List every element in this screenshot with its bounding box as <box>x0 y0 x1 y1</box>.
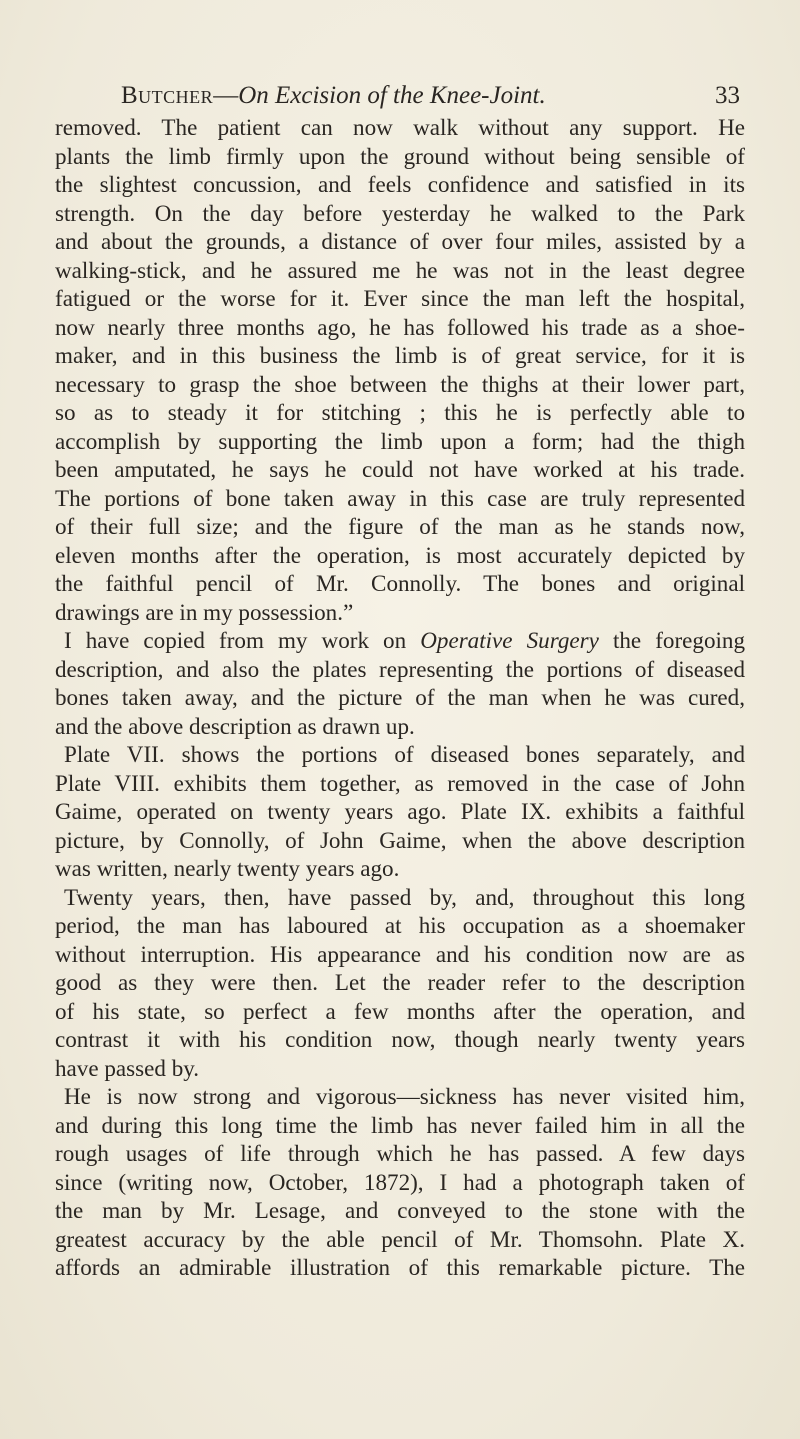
running-head <box>55 76 740 116</box>
text-line: was written, nearly twenty years ago. <box>55 855 400 881</box>
text-line: and about the grounds, a distance of over four miles, assisted by a <box>55 228 745 254</box>
text-line: walking-stick, and he assured me he was not in the least degree <box>55 256 745 283</box>
text-line: Plate VIII. exhibits them together, as removed in the case of John <box>55 769 745 796</box>
paragraph <box>55 740 745 883</box>
text-line: contrast it with his condition now, though nearly twenty years <box>55 1026 745 1052</box>
text-line: the man by Mr. Lesage, and conveyed to the stone with the <box>55 1197 745 1223</box>
text-line: plants the limb firmly upon the ground without being sensible of <box>55 142 745 169</box>
text-line: strength. On the day before yesterday he walked to the Park <box>55 199 745 226</box>
text-line: drawings are in my possession.” <box>55 598 354 625</box>
text-line: the slightest concussion, and feels confidence and satisfied in its <box>55 171 745 197</box>
text-line: fatigued or the worse for it. Ever since the man left the hospital, <box>55 285 745 311</box>
paragraph <box>55 1082 745 1282</box>
paragraph <box>55 113 745 626</box>
book-title: Operative Surgery <box>420 627 599 653</box>
text-line: description, and also the plates representing the portions of diseased <box>55 655 745 682</box>
text-line: picture, by Connolly, of John Gaime, when the above description <box>55 826 745 853</box>
body-text <box>55 113 745 1282</box>
running-head-separator: — <box>213 82 239 109</box>
text-line: and the above description as drawn up. <box>55 712 415 739</box>
text-line: so as to steady it for stitching ; this he is perfectly able to <box>55 399 745 425</box>
text-line: The portions of bone taken away in this case are truly represented <box>55 484 745 511</box>
text-line: period, the man has laboured at his occupation as a shoemaker <box>55 912 745 938</box>
text-line: removed. The patient can now walk without any support. He <box>55 114 745 140</box>
paragraph <box>55 626 745 740</box>
text-line: eleven months after the operation, is most accurately depicted by <box>55 541 745 568</box>
text-line: greatest accuracy by the able pencil of Mr. Thomsohn. Plate X. <box>55 1225 745 1252</box>
text-line: affords an admirable illustration of this remarkable picture. The <box>55 1254 745 1280</box>
text-line: since (writing now, October, 1872), I had a photograph taken of <box>55 1168 745 1195</box>
running-head-title: On Excision of the Knee-Joint. <box>238 82 546 109</box>
running-head-author: Butcher <box>121 82 214 109</box>
paragraph <box>55 883 745 1083</box>
text-line: Plate VII. shows the portions of diseased bones separately, and <box>64 741 745 767</box>
text-line: rough usages of life through which he has passed. A few days <box>55 1140 745 1166</box>
running-head-text <box>121 76 546 116</box>
page-number: 33 <box>715 82 740 109</box>
text-line: good as they were then. Let the reader refer to the description <box>55 969 745 995</box>
text-line: have passed by. <box>55 1054 200 1081</box>
text-line: Gaime, operated on twenty years ago. Plate IX. exhibits a faithful <box>55 798 745 824</box>
text-line: bones taken away, and the picture of the man when he was cured, <box>55 684 745 710</box>
text-line: accomplish by supporting the limb upon a form; had the thigh <box>55 427 745 454</box>
text-line <box>55 626 745 655</box>
text-line: the faithful pencil of Mr. Connolly. The bones and original <box>55 570 745 596</box>
text-line: been amputated, he says he could not have worked at his trade. <box>55 456 745 482</box>
text-line: and during this long time the limb has never failed him in all the <box>55 1111 745 1138</box>
text-line: of their full size; and the figure of the man as he stands now, <box>55 513 745 539</box>
text-line: of his state, so perfect a few months after the operation, and <box>55 997 745 1024</box>
text-line: Twenty years, then, have passed by, and, throughout this long <box>64 883 745 910</box>
text-line: without interruption. His appearance and his condition now are as <box>55 940 745 967</box>
text-run: I have copied from my work on <box>64 627 421 653</box>
text-line: He is now strong and vigorous—sickness has never visited him, <box>64 1083 745 1109</box>
text-line: necessary to grasp the shoe between the thighs at their lower part, <box>55 370 745 397</box>
text-line: now nearly three months ago, he has followed his trade as a shoe- <box>55 313 745 340</box>
text-line: maker, and in this business the limb is of great service, for it is <box>55 342 745 368</box>
text-run: the foregoing <box>598 627 746 653</box>
